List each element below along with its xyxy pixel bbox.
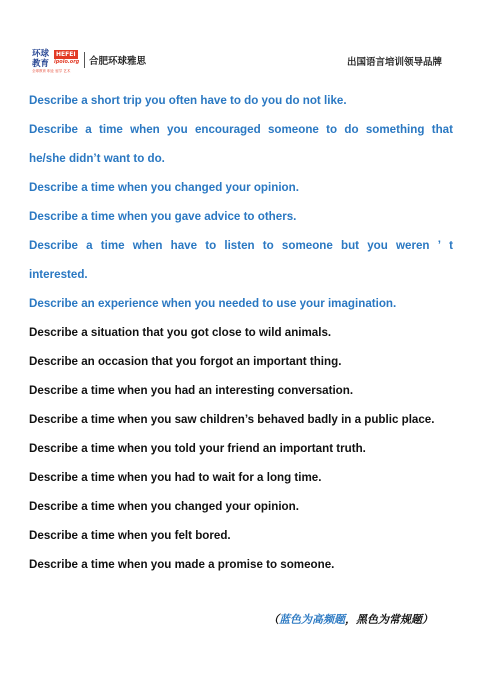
topic-text: have bbox=[170, 239, 198, 252]
logo-chinese-name: 环球教育 bbox=[32, 49, 50, 69]
topic-text: Describe a time when you had an interesting conversation. bbox=[29, 384, 354, 397]
topic-text: a bbox=[86, 239, 93, 252]
topic-text: Describe an experience when you needed to use your imagination. bbox=[29, 297, 397, 310]
topic-text: Describe a time when you changed your opinion. bbox=[29, 500, 299, 513]
topic-line bbox=[29, 202, 453, 231]
topic-text: weren bbox=[396, 239, 430, 252]
topic-text: ’ bbox=[437, 239, 441, 252]
topic-line bbox=[29, 318, 453, 347]
topic-text: t bbox=[449, 239, 453, 252]
logo-tagline: 全球教育 职业 留学 艺术 bbox=[32, 69, 71, 73]
topic-text: Describe bbox=[29, 123, 78, 136]
topic-text: interested. bbox=[29, 268, 88, 281]
topic-text: you bbox=[367, 239, 388, 252]
topic-line bbox=[29, 173, 453, 202]
topic-text: to bbox=[205, 239, 217, 252]
topic-line bbox=[29, 405, 453, 434]
color-legend bbox=[268, 611, 433, 627]
topic-line bbox=[29, 521, 453, 550]
topic-line bbox=[29, 463, 453, 492]
topic-line bbox=[29, 347, 453, 376]
topic-line bbox=[29, 492, 453, 521]
topic-line bbox=[29, 144, 453, 173]
topic-text: he/she didn’t want to do. bbox=[29, 152, 165, 165]
topic-text: Describe a time when you gave advice to others. bbox=[29, 210, 297, 223]
topic-text: Describe a time when you made a promise to someone. bbox=[29, 558, 335, 571]
topic-line bbox=[29, 260, 453, 289]
topic-text: when bbox=[132, 239, 163, 252]
topic-line bbox=[29, 550, 453, 579]
legend-close-paren: ） bbox=[422, 613, 433, 626]
topic-text: Describe a time when you told your friend an important truth. bbox=[29, 442, 366, 455]
topic-text: someone bbox=[267, 123, 319, 136]
topic-text: to bbox=[262, 239, 274, 252]
topic-text: that bbox=[431, 123, 453, 136]
legend-open-paren: （ bbox=[268, 613, 279, 626]
topic-line bbox=[29, 289, 453, 318]
topic-text: Describe a short trip you often have to do you do not like. bbox=[29, 94, 347, 107]
topic-text: Describe a time when you had to wait for a long time. bbox=[29, 471, 322, 484]
page-header bbox=[32, 50, 450, 72]
topic-text: time bbox=[99, 123, 123, 136]
topic-line bbox=[29, 86, 453, 115]
topic-text: Describe an occasion that you forgot an important thing. bbox=[29, 355, 342, 368]
topic-text: something bbox=[365, 123, 425, 136]
topic-text: Describe a time when you changed your opinion. bbox=[29, 181, 299, 194]
topic-text: time bbox=[100, 239, 125, 252]
topic-text: Describe a situation that you got close to wild animals. bbox=[29, 326, 332, 339]
logo-city-badge: HEFEI bbox=[56, 51, 76, 58]
topic-list bbox=[29, 86, 453, 579]
topic-text: Describe a time when you saw children’s behaved badly in a public place. bbox=[29, 413, 435, 426]
topic-text: Describe bbox=[29, 239, 78, 252]
brand-logo bbox=[32, 49, 147, 73]
logo-divider bbox=[84, 52, 85, 68]
topic-text: do bbox=[344, 123, 359, 136]
logo-url: ipolo.org bbox=[54, 59, 80, 65]
legend-regular: ，黑色为常规题 bbox=[345, 613, 422, 626]
topic-text: when bbox=[130, 123, 160, 136]
topic-text: you bbox=[167, 123, 188, 136]
topic-text: a bbox=[85, 123, 92, 136]
topic-line bbox=[29, 376, 453, 405]
topic-line bbox=[29, 115, 453, 144]
topic-text: Describe a time when you felt bored. bbox=[29, 529, 231, 542]
topic-text: to bbox=[326, 123, 338, 136]
topic-text: encouraged bbox=[194, 123, 261, 136]
topic-text: someone bbox=[281, 239, 333, 252]
topic-text: listen bbox=[224, 239, 255, 252]
logo-text: 合肥环球雅思 bbox=[89, 56, 147, 67]
topic-line bbox=[29, 434, 453, 463]
legend-high-frequency: 蓝色为高频题 bbox=[279, 613, 345, 626]
header-slogan: 出国语言培训领导品牌 bbox=[346, 57, 442, 68]
topic-text: but bbox=[341, 239, 360, 252]
logo-mark bbox=[32, 49, 82, 73]
topic-line bbox=[29, 231, 453, 260]
